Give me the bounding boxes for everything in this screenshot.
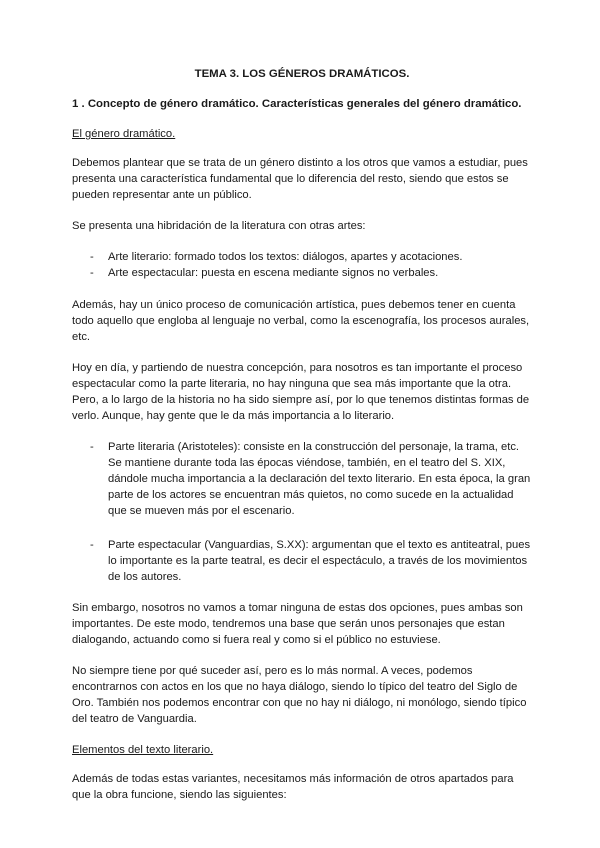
paragraph-concepcion: Hoy en día, y partiendo de nuestra concepción, para nosotros es tan importante el proceso espectacular como la parte literaria, no hay ninguna que sea más importante que la otra. Pero, a lo largo de la historia no ha sido siempre así, por lo que tenemos distintas formas de verlo. Aunque, hay gente que le da más importancia a lo literario. — [72, 362, 530, 422]
paragraph-sin-embargo: Sin embargo, nosotros no vamos a tomar ninguna de estas dos opciones, pues ambas son importantes. De este modo, tendremos una base que serán unos personajes que estan dialogando, actuando como si fuera real y como si el público no estuviese. — [72, 602, 523, 646]
section-heading: 1 . Concepto de género dramático. Características generales del género dramático. — [72, 98, 522, 110]
parts-list — [72, 439, 532, 585]
list-item: - Arte literario: formado todos los textos: diálogos, apartes y acotaciones. — [72, 249, 532, 265]
paragraph-variantes: Además de todas estas variantes, necesitamos más información de otros apartados para que la obra funcione, siendo las siguientes: — [72, 773, 514, 801]
list-item: - Parte literaria (Aristoteles): consiste en la construcción del personaje, la trama, etc. Se mantiene durante toda las épocas viéndose, también, en el teatro del S. XIX, dándole mucha importancia a la declaración del texto literario. En esta época, la gran parte de los actores se encuentran más quietos, no como sucede en la actualidad que se mueven más por el escenario. — [72, 439, 532, 519]
list-item: - Arte espectacular: puesta en escena mediante signos no verbales. — [72, 265, 532, 281]
document-title: TEMA 3. LOS GÉNEROS DRAMÁTICOS. — [194, 68, 410, 80]
paragraph-hibridacion: Se presenta una hibridación de la literatura con otras artes: — [72, 220, 366, 232]
arts-list — [72, 249, 532, 281]
paragraph-comunicacion: Además, hay un único proceso de comunicación artística, pues debemos tener en cuenta todo aquello que engloba al lenguaje no verbal, como la escenografía, los procesos aurales, etc. — [72, 299, 530, 343]
subheading-elementos: Elementos del texto literario. — [72, 744, 214, 756]
subheading-genero-dramatico: El género dramático. — [72, 128, 176, 140]
document-page — [72, 66, 532, 818]
paragraph-no-siempre: No siempre tiene por qué suceder así, pero es lo más normal. A veces, podemos encontrarnos con actos en los que no haya diálogo, siendo lo típico del teatro del Siglo de Oro. También nos podemos encontrar con que no hay ni diálogo, ni monólogo, siendo típico del teatro de Vanguardia. — [72, 665, 527, 725]
paragraph-intro: Debemos plantear que se trata de un género distinto a los otros que vamos a estudiar, pues presenta una característica fundamental que lo diferencia del resto, siendo que estos se pueden representar ante un público. — [72, 157, 528, 201]
list-item: - Parte espectacular (Vanguardias, S.XX): argumentan que el texto es antiteatral, pues lo importante es la parte teatral, es decir el espectáculo, a través de los movimientos de los autores. — [72, 537, 532, 585]
